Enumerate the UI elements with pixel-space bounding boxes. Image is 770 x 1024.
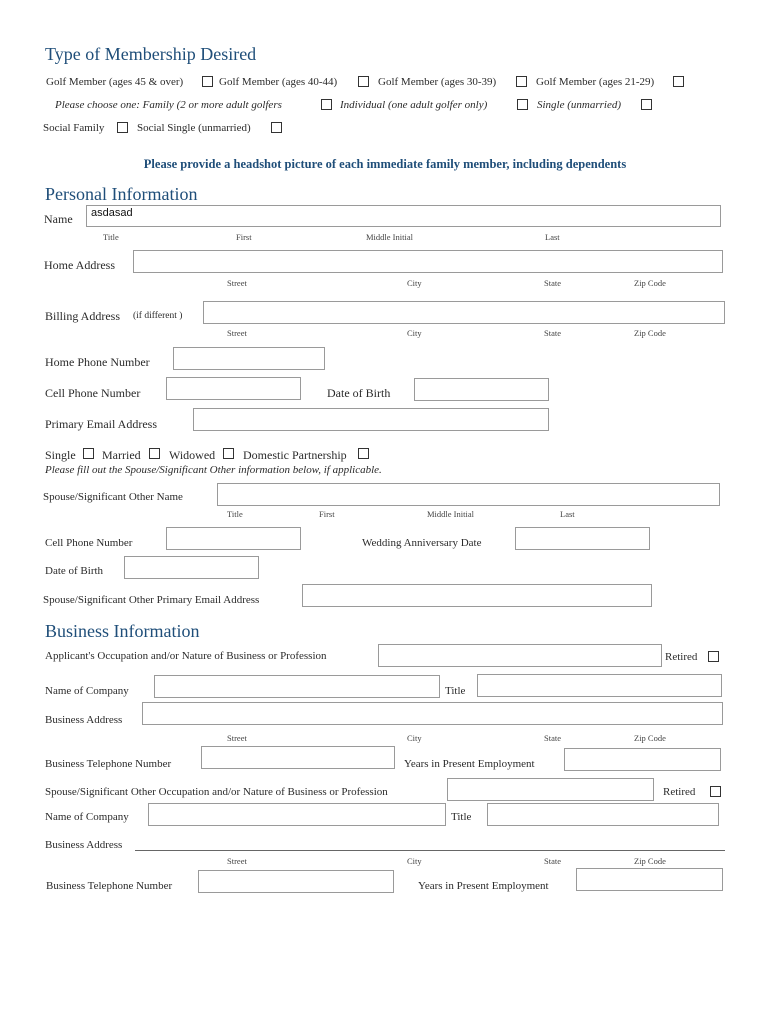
billing-address-label: Billing Address	[45, 309, 121, 323]
retired-label: Retired	[665, 651, 698, 663]
spouse-sub-first: First	[319, 509, 335, 519]
golf-45-over-label: Golf Member (ages 45 & over)	[46, 76, 184, 88]
cell-phone-input[interactable]	[166, 377, 301, 400]
anniversary-input[interactable]	[515, 527, 650, 550]
golf-30-39-checkbox[interactable]	[516, 76, 527, 87]
home-address-label: Home Address	[44, 258, 115, 272]
social-family-label: Social Family	[43, 122, 105, 134]
spouse-business-telephone-input[interactable]	[198, 870, 394, 893]
biz-sub-city: City	[407, 733, 422, 743]
company-input[interactable]	[154, 675, 440, 698]
social-single-checkbox[interactable]	[271, 122, 282, 133]
spouse-dob-input[interactable]	[124, 556, 259, 579]
spouse-company-label: Name of Company	[45, 811, 129, 823]
home-sub-state: State	[544, 278, 561, 288]
golf-40-44-checkbox[interactable]	[358, 76, 369, 87]
billing-address-input[interactable]	[203, 301, 725, 324]
name-sub-middle: Middle Initial	[366, 232, 413, 242]
marital-single-label: Single	[45, 448, 76, 462]
spouse-retired-label: Retired	[663, 786, 696, 798]
years-label: Years in Present Employment	[404, 758, 535, 770]
spouse-biz-sub-street: Street	[227, 856, 247, 866]
billing-if-different: (if different )	[133, 311, 183, 321]
golf-45-over-checkbox[interactable]	[202, 76, 213, 87]
occupation-input[interactable]	[378, 644, 662, 667]
business-address-label: Business Address	[45, 714, 123, 726]
spouse-sub-last: Last	[560, 509, 575, 519]
spouse-biz-sub-city: City	[407, 856, 422, 866]
name-label: Name	[44, 212, 73, 226]
spouse-retired-checkbox[interactable]	[710, 786, 721, 797]
social-single-label: Social Single (unmarried)	[137, 122, 251, 134]
spouse-fill-note: Please fill out the Spouse/Significant Other information below, if applicable.	[45, 464, 382, 476]
marital-widowed-label: Widowed	[169, 448, 216, 462]
spouse-business-address-label: Business Address	[45, 839, 123, 851]
spouse-occupation-label: Spouse/Significant Other Occupation and/or Nature of Business or Profession	[45, 786, 388, 798]
email-input[interactable]	[193, 408, 549, 431]
business-heading: Business Information	[45, 621, 200, 641]
spouse-business-address-line[interactable]	[135, 850, 725, 851]
home-phone-label: Home Phone Number	[45, 355, 150, 369]
spouse-sub-middle: Middle Initial	[427, 509, 474, 519]
spouse-name-label: Spouse/Significant Other Name	[43, 491, 183, 503]
single-unmarried-checkbox[interactable]	[641, 99, 652, 110]
cell-phone-label: Cell Phone Number	[45, 386, 141, 400]
title-input[interactable]	[477, 674, 722, 697]
single-unmarried-label: Single (unmarried)	[537, 99, 622, 111]
business-telephone-label: Business Telephone Number	[45, 758, 172, 770]
spouse-occupation-input[interactable]	[447, 778, 654, 801]
family-checkbox[interactable]	[321, 99, 332, 110]
marital-domestic-label: Domestic Partnership	[243, 448, 347, 462]
membership-heading: Type of Membership Desired	[45, 44, 257, 64]
business-address-input[interactable]	[142, 702, 723, 725]
home-sub-city: City	[407, 278, 422, 288]
name-sub-last: Last	[545, 232, 560, 242]
business-telephone-input[interactable]	[201, 746, 395, 769]
family-label: Please choose one: Family (2 or more adult golfers	[55, 99, 282, 111]
marital-domestic-checkbox[interactable]	[358, 448, 369, 459]
name-sub-first: First	[236, 232, 252, 242]
spouse-sub-title: Title	[227, 509, 243, 519]
billing-sub-city: City	[407, 328, 422, 338]
dob-label: Date of Birth	[327, 386, 391, 400]
title-label: Title	[445, 685, 466, 697]
spouse-title-input[interactable]	[487, 803, 719, 826]
individual-checkbox[interactable]	[517, 99, 528, 110]
spouse-biz-sub-zip: Zip Code	[634, 856, 666, 866]
spouse-years-input[interactable]	[576, 868, 723, 891]
spouse-title-label: Title	[451, 811, 472, 823]
spouse-name-input[interactable]	[217, 483, 720, 506]
home-sub-zip: Zip Code	[634, 278, 666, 288]
retired-checkbox[interactable]	[708, 651, 719, 662]
marital-single-checkbox[interactable]	[83, 448, 94, 459]
biz-sub-street: Street	[227, 733, 247, 743]
personal-heading: Personal Information	[45, 184, 198, 204]
billing-sub-street: Street	[227, 328, 247, 338]
biz-sub-state: State	[544, 733, 561, 743]
headshot-notice: Please provide a headshot picture of each immediate family member, including dependents	[143, 157, 627, 171]
spouse-dob-label: Date of Birth	[45, 565, 104, 577]
name-sub-title: Title	[103, 232, 119, 242]
spouse-email-input[interactable]	[302, 584, 652, 607]
name-input[interactable]: asdasad	[86, 205, 721, 227]
spouse-email-label: Spouse/Significant Other Primary Email Address	[43, 594, 260, 606]
golf-21-29-label: Golf Member (ages 21-29)	[536, 76, 655, 88]
biz-sub-zip: Zip Code	[634, 733, 666, 743]
golf-30-39-label: Golf Member (ages 30-39)	[378, 76, 497, 88]
anniversary-label: Wedding Anniversary Date	[362, 537, 482, 549]
spouse-company-input[interactable]	[148, 803, 446, 826]
home-phone-input[interactable]	[173, 347, 325, 370]
billing-sub-zip: Zip Code	[634, 328, 666, 338]
occupation-label: Applicant's Occupation and/or Nature of Business or Profession	[45, 650, 327, 662]
spouse-business-telephone-label: Business Telephone Number	[46, 880, 173, 892]
marital-married-label: Married	[102, 448, 141, 462]
golf-40-44-label: Golf Member (ages 40-44)	[219, 76, 338, 88]
spouse-cell-input[interactable]	[166, 527, 301, 550]
home-sub-street: Street	[227, 278, 247, 288]
marital-widowed-checkbox[interactable]	[223, 448, 234, 459]
years-input[interactable]	[564, 748, 721, 771]
spouse-cell-label: Cell Phone Number	[45, 537, 133, 549]
billing-sub-state: State	[544, 328, 561, 338]
dob-input[interactable]	[414, 378, 549, 401]
social-family-checkbox[interactable]	[117, 122, 128, 133]
marital-married-checkbox[interactable]	[149, 448, 160, 459]
golf-21-29-checkbox[interactable]	[673, 76, 684, 87]
home-address-input[interactable]	[133, 250, 723, 273]
email-label: Primary Email Address	[45, 417, 157, 431]
spouse-biz-sub-state: State	[544, 856, 561, 866]
spouse-years-label: Years in Present Employment	[418, 880, 549, 892]
individual-label: Individual (one adult golfer only)	[340, 99, 488, 111]
company-label: Name of Company	[45, 685, 129, 697]
